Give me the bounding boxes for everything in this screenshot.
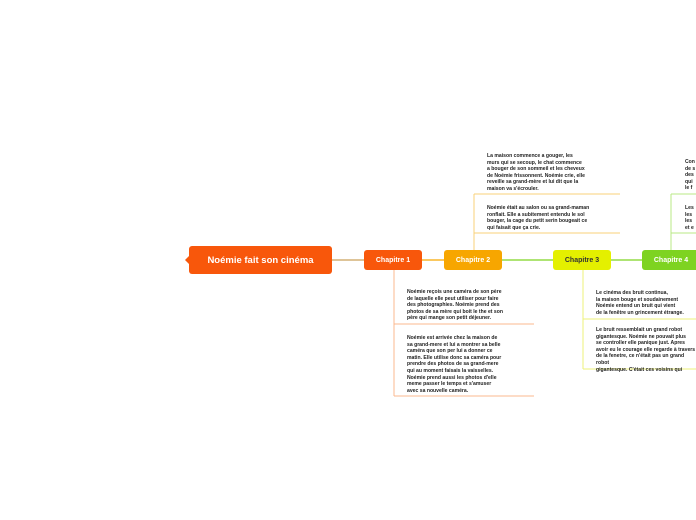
- chapitre-4-note-1[interactable]: Con de s des qui le f: [685, 159, 696, 192]
- chapitre-4-note-2[interactable]: Les les les et e: [685, 205, 694, 231]
- chapitre-2-node[interactable]: [444, 250, 502, 270]
- chapitre-4-label: Chapitre 4: [653, 256, 689, 264]
- chapitre-3-label: Chapitre 3: [564, 256, 600, 264]
- chapitre-1-node[interactable]: [364, 250, 422, 270]
- chapitre-3-node[interactable]: [553, 250, 611, 270]
- chapitre-2-note-2[interactable]: Noémie était au salon ou sa grand-maman ronflait. Elle a subitement entendu le sol bouger, la cage du petit serin bougeait ce qui faisait que ça crie.: [487, 205, 590, 231]
- chapitre-4-node[interactable]: [642, 250, 696, 270]
- root-topic-label: Noémie fait son cinéma: [207, 254, 314, 266]
- chapitre-3-note-2[interactable]: Le bruit ressemblait un grand robot gigantesque. Noémie ne pouvait plus se controller elle panique just. Apres avoir eu le courage elle regarde à travers de la fenetre, ce n'était pas un grand robot gigantesque. C'était ces voisins qui: [596, 327, 696, 373]
- chapitre-2-label: Chapitre 2: [455, 256, 491, 264]
- chapitre-1-label: Chapitre 1: [375, 256, 411, 264]
- chapitre-2-note-1[interactable]: La maison commence a gouger, les murs qui se secoup, le chat commence a bouger de son sommeil et les cheveux de Noémie frissonnent. Noémie crie, elle reveille sa grand-mère et lui dit que la maison va s'écrouler.: [487, 153, 585, 192]
- chapitre-3-note-1[interactable]: Le cinéma des bruit continua, la maison bouge et soudainement Noémie entend un bruit qui vient de la fenêtre un grincement étrange.: [596, 290, 684, 316]
- chapitre-1-note-2[interactable]: Noémie est arrivée chez la maison de sa grand-mere et lui a montrer sa belle caméra que son per lui a donner ce matin. Elle utilise donc sa caméra pour prendre des photos de sa grand-mere qui au moment faisais la vaisselles. Noémie prend aussi les photos d'elle meme passer le temps et s'amuser avec sa nouvelle caméra.: [407, 335, 502, 394]
- root-topic[interactable]: [189, 246, 332, 274]
- chapitre-1-note-1[interactable]: Noémie reçois une caméra de son père de laquelle elle peut utiliser pour faire des photographies. Noémie prend des photos de sa mère qui boit le the et son père qui mange son petit déjeuner.: [407, 289, 503, 322]
